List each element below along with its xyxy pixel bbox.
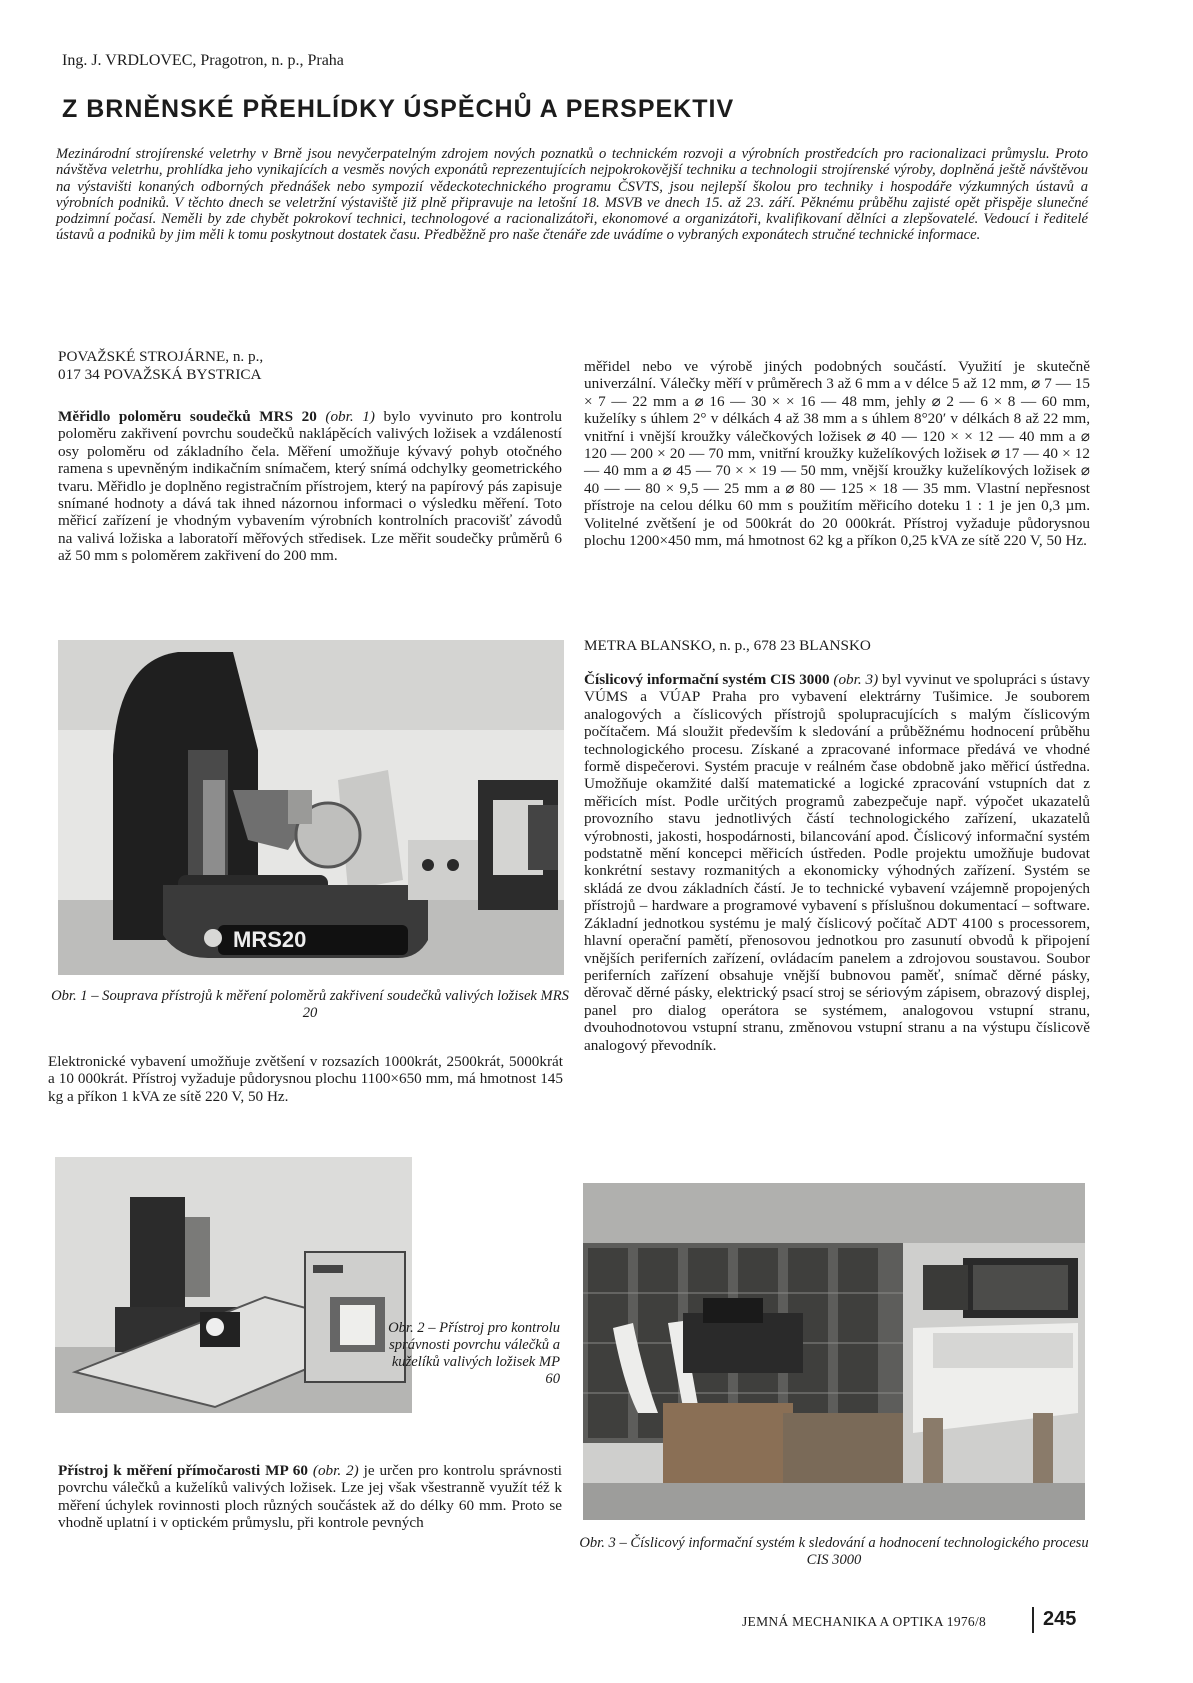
company-heading-povazske xyxy=(58,348,263,384)
figure-1-caption: Obr. 1 – Souprava přístrojů k měření poloměrů zakřivení soudečků valivých ložisek MRS 20 xyxy=(51,988,569,1021)
paragraph-mp60 xyxy=(58,1462,562,1532)
company-heading-metra: METRA BLANSKO, n. p., 678 23 BLANSKO xyxy=(584,637,871,654)
paragraph-mp60-text: je určen pro kontrolu správnosti povrchu válečků a kuželíků valivých ložisek. Lze jej však všestranně využít též k měření úchylek rovinnosti ploch různých součástek až do délky 60 mm. Proto se vhodně uplatní i v optickém průmyslu, při kontrole pevných xyxy=(58,1462,563,1532)
figure-ref-3: (obr. 3) xyxy=(833,671,879,688)
figure-2-photo xyxy=(55,1157,412,1413)
product-name-mp60: Přístroj k měření přímočarosti MP 60 xyxy=(58,1462,308,1479)
footer-divider xyxy=(1032,1607,1034,1633)
paragraph-mrs20-text: bylo vyvinuto pro kontrolu poloměru zakřivení povrchu soudečků naklápěcích valivých ložisek a vzdáleností osy poloměru od základního čela. Měření umožňuje kývavý pohyb otočného ramena s upevněným indikačním snímačem, který snímá odchylky geometrického tvaru. Měřidlo je doplněno registračním přístrojem, který na papírový pás zapisuje snímané hodnoty a dává tak ihned názornou informaci o výsledku měření. Toto měřicí zařízení je vhodným vybavením výrobních kontrolních pracovišť závodů na valivá ložiska a laboratoří měřových středisek. Lze měřit soudečky průměrů 6 až 50 mm s poloměrem zakřivení do 200 mm. xyxy=(58,408,563,565)
paragraph-electronic: Elektronické vybavení umožňuje zvětšení v rozsazích 1000krát, 2500krát, 5000krát a 10 000krát. Přístroj vyžaduje půdorysnou plochu 1100×650 mm, má hmotnost 145 kg a příkon 1 kVA ze sítě 220 V, 50 Hz. xyxy=(48,1053,563,1105)
journal-name: JEMNÁ MECHANIKA A OPTIKA 1976/8 xyxy=(742,1614,987,1629)
figure-3-caption: Obr. 3 – Číslicový informační systém k sledování a hodnocení technologického procesu CIS 3000 xyxy=(579,1535,1089,1568)
paragraph-mp60-continued: měřidel nebo ve výrobě jiných podobných součástí. Využití je skutečně univerzální. Válečky měří v průměrech 3 až 6 mm a v délce 5 až 12 mm, ⌀ 7 — 15 × 7 — 22 mm a ⌀ 16 — 30 × × 16 — 48 mm, jehly ⌀ 2 — 6 × 8 — 60 mm, kuželíky s úhlem 2° v délkách 4 až 38 mm a s úhlem 8°20′ v délkách 8 až 22 mm, vnitřní i vnější kroužky válečkových ložisek ⌀ 40 — 120 × × 12 — 40 mm a ⌀ 120 — 200 × 20 — 70 mm, vnitřní kroužky kuželíkových ložisek ⌀ 17 — 40 × 12 — 40 mm a ⌀ 45 — 70 × × 19 — 50 mm, vnější kroužky kuželíkových ložisek ⌀ 40 — — 80 × 9,5 — 25 mm a ⌀ 80 — 125 × 18 — 35 mm. Vlastní nepřesnost přístroje na celou délku 60 mm s použitím měřicího doteku 1 : 1 je jen 0,3 µm. Volitelné zvětšení je od 500krát do 20 000krát. Přístroj vyžaduje půdorysnou plochu 1200×450 mm, má hmotnost 62 kg a příkon 0,25 kVA ze sítě 220 V, 50 Hz. xyxy=(584,358,1090,550)
company-line-1: POVAŽSKÉ STROJÁRNE, n. p., xyxy=(58,348,264,365)
product-name-cis3000: Číslicový informační systém CIS 3000 xyxy=(584,671,830,688)
paragraph-cis3000 xyxy=(584,671,1090,1054)
figure-1-photo xyxy=(58,640,564,975)
figure-ref-1: (obr. 1) xyxy=(325,408,375,425)
paragraph-cis3000-text: byl vyvinut ve spolupráci s ústavy VÚMS a VÚAP Praha pro vybavení elektrárny Tušimice. Je souborem analogových a číslicových přístrojů spolupracujících s malým číslicovým počítačem. Má sloužit především k sledování a průběžnému hodnocení průběhu technologického procesu. Získané a zpracované informace předává ve vhodné formě dispečerovi. Systém pracuje v reálném čase obdobně jako měřicí ústředna. Umožňuje okamžité další matematické a logické zpracování vstupních dat z měřicích míst. Podle určitých programů zabezpečuje např. výpočet ukazatelů provozního stavu jednotlivých částí technologického zařízení, ukazatelů výrobnosti, jakosti, hospodárnosti, bilancování apod. Číslicový informační systém podstatně mění koncepci měřicích ústředen. Podle projektu umožňuje budovat konkrétní sestavy rozmanitých a ekonomicky výhodných zařízení. Systém se skládá ze dvou základních částí. Je to technické vybavení vzájemně propojených přístrojů – hardware a programové vybavení s příslušnou dokumentací – software. Základní jednotkou systému je malý číslicový počítač ADT 4100 s processorem, hlavní operační pamětí, přenosovou jednotkou pro zasunutí obvodů k připojení vnějších periferních zařízení, ovládacím panelem a zdrojovou soustavou. Soubor periferních zařízení obsahuje vnější bubnovou paměť, snímač děrné pásky, děrovač děrné pásky, elektrický psací stroj se sériovým zápisem, obrazový displej, panel pro dialog operátora se systémem, analogovou vstupní stranu, dvouhodnotovou vstupní stranu, změnovou vstupní stranu a na výstupu číslicově analogový převodník. xyxy=(584,671,1090,1054)
paragraph-mrs20 xyxy=(58,408,562,565)
figure-2-caption: Obr. 2 – Přístroj pro kontrolu správnosti povrchu válečků a kuželíků valivých ložisek MP 60 xyxy=(388,1320,560,1387)
mrs20-plate-text: MRS20 xyxy=(233,927,307,952)
figure-3-photo xyxy=(583,1183,1085,1520)
intro-paragraph: Mezinárodní strojírenské veletrhy v Brně jsou nevyčerpatelným zdrojem nových poznatků o technickém rozvoji a výrobních prostředcích pro racionalizaci průmyslu. Proto návštěva veletrhu, prohlídka jeho vynikajících a vesměs nových exponátů reprezentujících nejpokrokovější techniku a technologii strojírenské výroby, doplněná ještě návštěvou na výstavišti konaných odborných přednášek nebo sympozií vědeckotechnického programu ČSVTS, jsou nejlepší školou pro techniky i hospodáře výzkumných ústavů a výrobních podniků. V těchto dnech se veletržní výstaviště již plně připravuje na letošní 18. MSVB ve dnech 15. až 23. září. Pěknému průběhu zajisté opět přispěje slunečné podzimní počasí. Neměli by zde chybět pokrokoví technici, technologové a racionalizátoři, ekonomové a organizátoři, kvalifikovaní dělníci a zlepšovatelé. Vedoucí i ředitelé ústavů a podniků by jim měli k tomu poskytnout dostatek času. Předběžně pro naše čtenáře zde uvádíme o vybraných exponátech stručné technické informace. xyxy=(56,146,1088,244)
company-line-2: 017 34 POVAŽSKÁ BYSTRICA xyxy=(58,366,262,383)
article-title: Z BRNĚNSKÉ PŘEHLÍDKY ÚSPĚCHŮ A PERSPEKTIV xyxy=(62,95,735,123)
author-line: Ing. J. VRDLOVEC, Pragotron, n. p., Praha xyxy=(62,52,344,69)
figure-ref-2: (obr. 2) xyxy=(312,1462,359,1479)
page-number: 245 xyxy=(1043,1608,1077,1630)
product-name-mrs20: Měřidlo poloměru soudečků MRS 20 xyxy=(58,408,317,425)
